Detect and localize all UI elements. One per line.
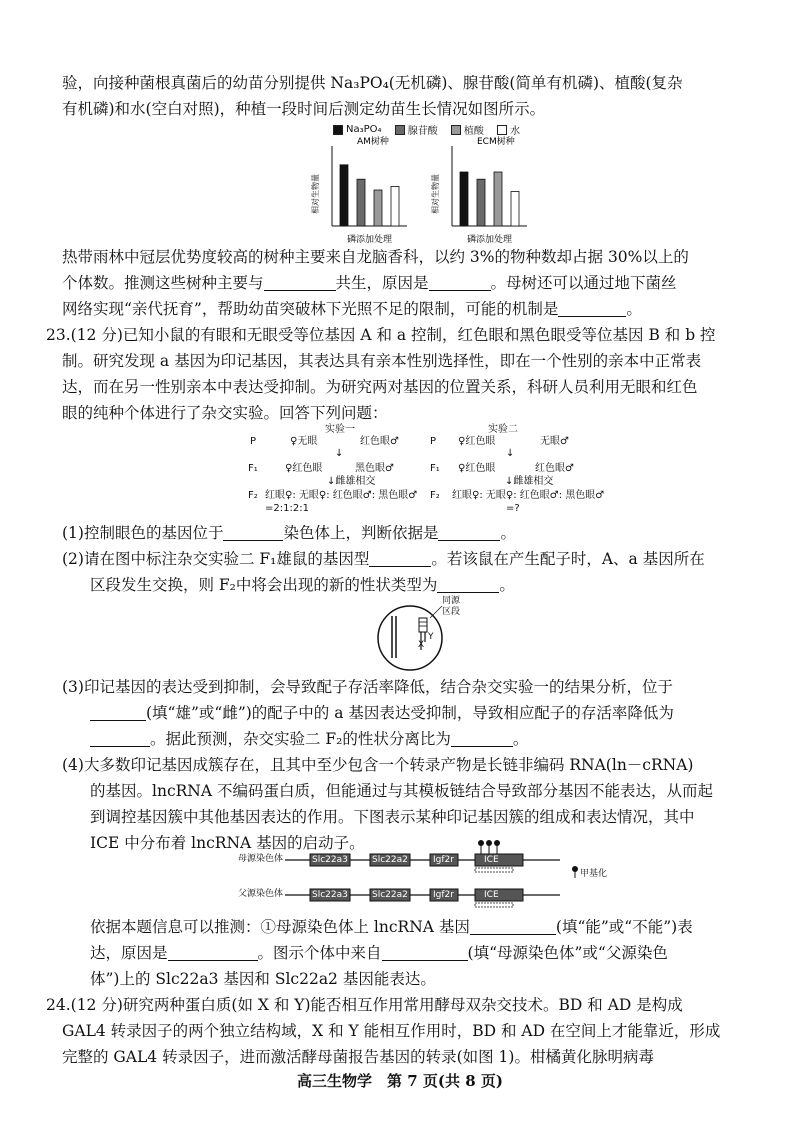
bar-3 [494, 172, 502, 226]
gene-slc22a2-paternal: Slc22a2 [372, 890, 408, 900]
exp1-f1-female: ♀红色眼 [285, 463, 323, 474]
bar-3 [374, 190, 382, 226]
answer-blank[interactable] [429, 272, 491, 291]
exp1-ratio: =2:1:2:1 [265, 503, 309, 514]
q23-line-4: 眼的纯种个体进行了杂交实验。回答下列问题： [62, 404, 388, 422]
gene-slc22a2-maternal: Slc22a2 [372, 855, 408, 865]
q23-line-2: 制。研究发现 a 基因为印记基因，其表达具有亲本性别选择性，即在一个性别的亲本中正常表 [62, 352, 702, 370]
q23-sub4-answer-line-3: 体”)上的 Slc22a3 基因和 Slc22a2 基因能表达。 [90, 970, 436, 988]
chart-legend [333, 122, 530, 138]
gene-ice-paternal: ICE [484, 890, 499, 900]
methylation-label: 甲基化 [580, 869, 608, 879]
q23-sub1: (1)控制眼色的基因位于 染色体上，判断依据是 。 [62, 524, 516, 542]
x-chromosome-label: X [418, 640, 425, 650]
legend-item: 植酸 [451, 122, 484, 137]
x-axis-label: 磷添加处理 [466, 235, 513, 245]
exp2-f1-label: F₁ [430, 463, 440, 474]
exp2-p-female: ♀红色眼 [458, 436, 496, 447]
exp1-f1-male: 黑色眼♂ [355, 463, 394, 474]
exp1-f1-label: F₁ [248, 463, 258, 474]
exp2-p-label: P [430, 436, 437, 447]
y-axis-label: 相对生物量 [431, 174, 440, 214]
chart-ecm [430, 138, 540, 248]
bar-4 [511, 191, 519, 226]
exp2-title: 实验二 [488, 424, 518, 435]
gene-slc22a3-maternal: Slc22a3 [312, 855, 348, 865]
q23-line-3: 达，而在另一性别亲本中表达受抑制。为研究两对基因的位置关系，科研人员利用无眼和红色 [62, 378, 698, 396]
gene-slc22a3-paternal: Slc22a3 [312, 890, 348, 900]
exp2-ratio: =? [506, 503, 520, 514]
q24-line-3: 完整的 GAL4 转录因子，进而激活酵母菌报告基因的转录(如图 1)。柑橘黄化脉明病毒 [62, 1048, 654, 1066]
intro-line-2: 有机磷)和水(空白对照)，种植一段时间后测定幼苗生长情况如图所示。 [62, 100, 546, 118]
para-line-2: 个体数。推测这些树种主要与 共生，原因是 。母树还可以通过地下菌丝 [62, 274, 677, 292]
exp2-f1-female: ♀红色眼 [458, 463, 496, 474]
exp1-p-female: ♀无眼 [290, 436, 318, 447]
bar-1 [460, 172, 468, 226]
bar-2 [477, 179, 485, 226]
answer-blank[interactable] [451, 728, 513, 747]
answer-blank[interactable] [264, 272, 336, 291]
answer-blank[interactable] [90, 728, 150, 747]
legend-item: 水 [497, 122, 520, 137]
exp1-arrow: ↓ [335, 448, 344, 459]
q23-sub2-line-1: (2)请在图中标注杂交实验二 F₁雄鼠的基因型 。若该鼠在产生配子时，A、a 基因所在 [62, 550, 705, 568]
q23-sub3-line-3: 。据此预测，杂交实验二 F₂的性状分离比为 。 [90, 726, 528, 752]
chromosome-diagram [370, 598, 450, 668]
gene-igf2r-maternal: Igf2r [433, 855, 454, 865]
chart-am [310, 138, 420, 248]
chart-title: ECM树种 [477, 137, 515, 147]
exp1-f2-result: 红眼♀: 无眼♀: 红色眼♂: 黑色眼♂ [265, 490, 418, 501]
legend-item: Na₃PO₄ [333, 124, 382, 135]
exp2-f2-result: 红眼♀: 无眼♀: 红色眼♂: 黑色眼♂ [452, 490, 605, 501]
q23-sub4-line-2: 的基因。lncRNA 不编码蛋白质，但能通过与其模板链结合导致部分基因不能表达，从而起 [90, 782, 713, 800]
exp1-p-male: 红色眼♂ [360, 436, 399, 447]
exp2-f2-label: F₂ [430, 490, 440, 501]
homologous-label: 同源 [442, 596, 461, 606]
q23-sub4-answer-line-1: 依据本题信息可以推测：①母源染色体上 lncRNA 基因 (填“能”或“不能”)表 [90, 918, 693, 936]
answer-blank[interactable] [438, 522, 500, 541]
answer-blank[interactable] [223, 522, 283, 541]
y-chromosome-label: Y [428, 632, 434, 642]
q23-sub4-line-3: 到调控基因簇中其他基因表达的作用。下图表示某种印记基因簇的组成和表达情况，其中 [90, 808, 695, 826]
chart-title: AM树种 [357, 137, 389, 147]
answer-blank[interactable] [90, 702, 146, 721]
q23-sub4-line-4: ICE 中分布着 lncRNA 基因的启动子。 [90, 834, 365, 852]
q23-line-1: 23.(12 分)已知小鼠的有眼和无眼受等位基因 A 和 a 控制，红色眼和黑色眼受等位基因 B 和 b 控 [46, 326, 716, 344]
exp2-p-male: 无眼♂ [540, 436, 569, 447]
answer-blank[interactable] [168, 942, 258, 961]
segment-label: 区段 [442, 607, 461, 617]
paternal-chromosome-label: 父源染色体 [238, 889, 284, 899]
bar-2 [357, 179, 365, 226]
q23-sub2-line-2: 区段发生交换，则 F₂中将会出现的新的性状类型为 。 [90, 576, 515, 594]
x-axis-label: 磷添加处理 [346, 235, 393, 245]
q24-line-1: 24.(12 分)研究两种蛋白质(如 X 和 Y)能否相互作用常用酵母双杂交技术。BD 和 AD 是构成 [46, 996, 683, 1014]
q23-sub4-line-1: (4)大多数印记基因成簇存在，且其中至少包含一个转录产物是长链非编码 RNA(ln－cRNA) [62, 756, 694, 774]
para-line-1: 热带雨林中冠层优势度较高的树种主要来自龙脑香科，以约 3%的物种数却占据 30%以上的 [62, 248, 689, 266]
exp1-title: 实验一 [325, 424, 355, 435]
bar-1 [340, 165, 348, 226]
gene-ice-maternal: ICE [484, 855, 499, 865]
exp2-arrow: ↓ [506, 448, 515, 459]
exp2-cross: ↓雌雄相交 [505, 476, 554, 487]
q23-sub3-line-1: (3)印记基因的表达受到抑制，会导致配子存活率降低，结合杂交实验一的结果分析，位于 [62, 678, 673, 696]
legend-item: 腺苷酸 [395, 122, 438, 137]
exp2-f1-male: 红色眼♂ [535, 463, 574, 474]
y-axis-label: 相对生物量 [311, 174, 320, 214]
exp1-p-label: P [250, 436, 257, 447]
answer-blank[interactable] [470, 916, 556, 935]
q23-sub3-line-2: (填“雄”或“雌”)的配子中的 a 基因表达受抑制，导致相应配子的存活率降低为 [90, 700, 674, 726]
q24-line-2: GAL4 转录因子的两个独立结构域，X 和 Y 能相互作用时，BD 和 AD 在空间上才能靠近，形成 [62, 1022, 721, 1040]
q23-sub4-answer-line-2: 达，原因是 。图示个体中来自 (填“母源染色体”或“父源染色 [90, 944, 668, 962]
answer-blank[interactable] [369, 548, 431, 567]
exp1-f2-label: F₂ [248, 490, 258, 501]
intro-line-1: 验，向接种菌根真菌后的幼苗分别提供 Na₃PO₄(无机磷)、腺苷酸(简单有机磷)、植酸(复杂 [62, 74, 683, 92]
page-footer: 高三生物学 第 7 页(共 8 页) [297, 1072, 503, 1090]
answer-blank[interactable] [437, 574, 499, 593]
bar-4 [391, 186, 399, 226]
answer-blank[interactable] [558, 298, 626, 317]
answer-blank[interactable] [382, 942, 468, 961]
maternal-chromosome-label: 母源染色体 [238, 854, 284, 864]
gene-igf2r-paternal: Igf2r [433, 890, 454, 900]
para-line-3: 网络实现“亲代抚育”，帮助幼苗突破林下光照不足的限制，可能的机制是 。 [62, 300, 642, 318]
exp1-cross: ↓雌雄相交 [327, 476, 376, 487]
